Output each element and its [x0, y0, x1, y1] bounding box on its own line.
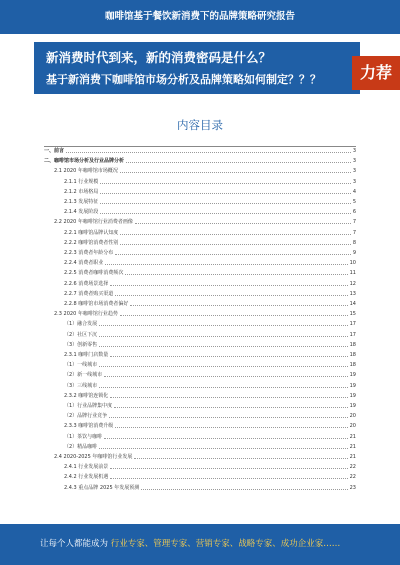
- toc-entry[interactable]: [44, 391, 356, 399]
- toc-leader-dots: [110, 397, 347, 398]
- footer-prefix: 让每个人都能成为: [40, 539, 109, 549]
- toc-entry-label: （2）品牌行业竞争: [64, 413, 108, 420]
- footer-roles: 行业专家、管理专家、营销专家、战略专家、成功企业家……: [110, 539, 341, 549]
- toc-entry-label: 2.2.6 消费场景选择: [64, 280, 109, 287]
- toc-entry-page: 7: [352, 219, 356, 226]
- toc-entry[interactable]: [44, 421, 356, 429]
- toc-entry[interactable]: [44, 483, 356, 491]
- toc-entry-page: 9: [352, 250, 356, 256]
- toc-entry-label: 2.3 2020 年咖啡馆行业趋势: [54, 311, 118, 318]
- toc-entry[interactable]: [44, 381, 356, 389]
- toc-leader-dots: [120, 172, 351, 173]
- toc-leader-dots: [110, 356, 347, 357]
- toc-leader-dots: [141, 489, 347, 490]
- toc-entry-page: 5: [352, 199, 356, 205]
- toc-entry-page: 3: [352, 148, 356, 154]
- toc-entry-page: 21: [349, 443, 356, 450]
- toc-entry[interactable]: [44, 319, 356, 327]
- toc-entry-label: （2）社区下沉: [64, 331, 98, 338]
- toc-entry-label: 2.4.3 重点品牌 2025 年发展预测: [64, 484, 140, 491]
- toc-leader-dots: [100, 203, 351, 204]
- toc-entry[interactable]: [44, 360, 356, 368]
- toc-entry-label: （1）一线城市: [64, 362, 98, 369]
- footer-slogan: [40, 524, 380, 565]
- toc-entry[interactable]: [44, 197, 356, 205]
- toc-entry[interactable]: [44, 166, 356, 174]
- toc-entry-label: 2.2.7 消费者购买渠道: [64, 290, 114, 297]
- toc-leader-dots: [120, 244, 351, 245]
- toc-entry-label: 2.1.3 发展特征: [64, 199, 99, 205]
- toc-leader-dots: [104, 438, 347, 439]
- toc-entry[interactable]: [44, 156, 356, 164]
- toc-entry-label: 2.2.8 咖啡馆市场消费者偏好: [64, 301, 129, 307]
- toc-entry-page: 3: [352, 158, 356, 165]
- toc-entry-page: 17: [349, 321, 356, 328]
- toc-entry-page: 11: [349, 270, 356, 277]
- toc-leader-dots: [100, 193, 351, 194]
- toc-entry-label: 2.4.2 行业发展机遇: [64, 474, 109, 481]
- toc-leader-dots: [115, 427, 347, 428]
- toc-leader-dots: [120, 315, 348, 316]
- toc-entry-label: 2.1 2020 年咖啡馆市场概况: [54, 168, 118, 175]
- toc-title: 内容目录: [177, 118, 223, 132]
- toc-entry-page: 15: [349, 311, 356, 318]
- toc-entry[interactable]: [44, 401, 356, 409]
- toc-entry-label: 2.2.4 消费者职业: [64, 260, 104, 267]
- toc-leader-dots: [100, 183, 351, 184]
- toc-entry-label: 2.4.1 行业发展前景: [64, 464, 109, 471]
- toc-entry-page: 19: [349, 403, 356, 409]
- toc-leader-dots: [99, 366, 347, 367]
- toc-entry-label: 2.2.2 咖啡馆消费者性别: [64, 239, 119, 246]
- toc-entry[interactable]: [44, 442, 356, 450]
- toc-leader-dots: [99, 336, 347, 337]
- toc-entry-page: 13: [349, 290, 356, 297]
- toc-leader-dots: [135, 223, 351, 224]
- toc-entry-page: 10: [349, 260, 356, 267]
- toc-leader-dots: [99, 387, 347, 388]
- toc-entry-label: 2.3.1 咖啡门店数量: [64, 352, 109, 358]
- toc-entry-label: 2.2.3 消费者年龄分布: [64, 250, 114, 256]
- report-title: 咖啡馆基于餐饮新消费下的品牌策略研究报告: [104, 11, 295, 22]
- toc-entry[interactable]: [44, 472, 356, 480]
- toc-entry[interactable]: [44, 258, 356, 266]
- toc-entry[interactable]: [44, 330, 356, 338]
- toc-entry-label: （3）三线城市: [64, 382, 98, 389]
- toc-entry-label: （2）新一线城市: [64, 372, 103, 379]
- toc-leader-dots: [110, 468, 347, 469]
- toc-entry[interactable]: [44, 217, 356, 225]
- toc-entry[interactable]: [44, 207, 356, 215]
- toc-leader-dots: [115, 254, 351, 255]
- toc-entry-label: 2.2.5 消费者咖啡消费频次: [64, 270, 124, 277]
- toc-entry-page: 3: [352, 168, 356, 175]
- toc-entry[interactable]: [44, 432, 356, 440]
- toc-entry-page: 17: [349, 331, 356, 338]
- toc-entry-label: （2）精品咖啡: [64, 443, 98, 450]
- toc-entry[interactable]: [44, 187, 356, 195]
- toc-entry[interactable]: [44, 248, 356, 256]
- table-of-contents: [44, 146, 356, 501]
- toc-entry-page: 23: [349, 484, 356, 491]
- toc-entry-page: 6: [352, 209, 356, 216]
- toc-entry[interactable]: [44, 350, 356, 358]
- toc-leader-dots: [114, 407, 347, 408]
- toc-entry-label: 2.2.1 咖啡馆品牌认知度: [64, 229, 119, 236]
- toc-entry-page: 18: [349, 362, 356, 369]
- toc-entry[interactable]: [44, 309, 356, 317]
- toc-entry-page: 12: [349, 280, 356, 287]
- toc-entry[interactable]: [44, 299, 356, 307]
- headline-subquestion: 基于新消费下咖啡馆市场分析及品牌策略如何制定？？？: [46, 74, 321, 86]
- toc-leader-dots: [100, 213, 351, 214]
- toc-entry-page: 8: [352, 239, 356, 246]
- toc-entry-page: 22: [349, 474, 356, 481]
- toc-leader-dots: [130, 305, 347, 306]
- toc-entry-page: 22: [349, 464, 356, 471]
- toc-entry-label: 2.1.4 发展阶段: [64, 209, 99, 216]
- toc-entry-label: 2.3.2 咖啡馆连锁化: [64, 392, 109, 399]
- toc-entry[interactable]: [44, 268, 356, 276]
- toc-leader-dots: [99, 448, 347, 449]
- toc-leader-dots: [120, 234, 351, 235]
- toc-leader-dots: [66, 152, 351, 153]
- toc-entry[interactable]: [44, 370, 356, 378]
- toc-entry-label: 二、咖啡馆市场分析及行业品牌分析: [44, 158, 125, 165]
- toc-entry[interactable]: [44, 279, 356, 287]
- toc-entry[interactable]: [44, 146, 356, 154]
- toc-leader-dots: [126, 162, 351, 163]
- toc-entry-page: 21: [349, 454, 356, 460]
- toc-leader-dots: [134, 458, 347, 459]
- toc-leader-dots: [104, 376, 347, 377]
- toc-leader-dots: [110, 285, 347, 286]
- toc-entry-label: 2.3.3 咖啡馆消费升级: [64, 423, 114, 430]
- toc-entry[interactable]: [44, 462, 356, 470]
- toc-entry[interactable]: [44, 177, 356, 185]
- toc-leader-dots: [99, 346, 347, 347]
- toc-entry-page: 20: [349, 413, 356, 420]
- toc-leader-dots: [105, 264, 347, 265]
- toc-leader-dots: [125, 274, 347, 275]
- toc-entry-label: 2.4 2020-2025 年咖啡馆行业发展: [54, 454, 133, 460]
- headline-question: 新消费时代到来，新的消费密码是什么？: [46, 51, 272, 65]
- toc-entry-page: 18: [349, 341, 356, 348]
- toc-entry[interactable]: [44, 289, 356, 297]
- toc-entry-page: 19: [349, 392, 356, 399]
- toc-entry-label: 2.2 2020 年咖啡馆行业消费者画像: [54, 219, 133, 226]
- toc-entry-page: 19: [349, 372, 356, 379]
- toc-entry-label: （3）创新零售: [64, 341, 98, 348]
- toc-leader-dots: [109, 417, 347, 418]
- toc-entry-label: （1）行业品牌集中度: [64, 403, 113, 409]
- toc-entry-page: 3: [352, 178, 356, 185]
- toc-entry[interactable]: [44, 228, 356, 236]
- toc-leader-dots: [99, 325, 347, 326]
- recommend-tag: 力荐: [352, 56, 400, 90]
- toc-entry-page: 21: [349, 433, 356, 440]
- toc-entry-page: 7: [352, 229, 356, 236]
- toc-entry-label: （1）茶饮与咖啡: [64, 433, 103, 440]
- toc-leader-dots: [115, 295, 347, 296]
- toc-entry-label: 一、前言: [44, 148, 65, 154]
- toc-entry[interactable]: [44, 411, 356, 419]
- toc-entry[interactable]: [44, 340, 356, 348]
- toc-entry-page: 20: [349, 423, 356, 430]
- toc-entry-page: 4: [352, 188, 356, 195]
- toc-entry-page: 19: [349, 382, 356, 389]
- toc-entry-page: 18: [349, 352, 356, 358]
- toc-entry[interactable]: [44, 452, 356, 460]
- toc-entry[interactable]: [44, 238, 356, 246]
- toc-entry-label: （1）融合发展: [64, 321, 98, 328]
- toc-entry-label: 2.1.2 市场格局: [64, 188, 99, 195]
- toc-entry-label: 2.1.1 行业规模: [64, 178, 99, 185]
- toc-entry-page: 14: [349, 301, 356, 307]
- toc-leader-dots: [110, 478, 347, 479]
